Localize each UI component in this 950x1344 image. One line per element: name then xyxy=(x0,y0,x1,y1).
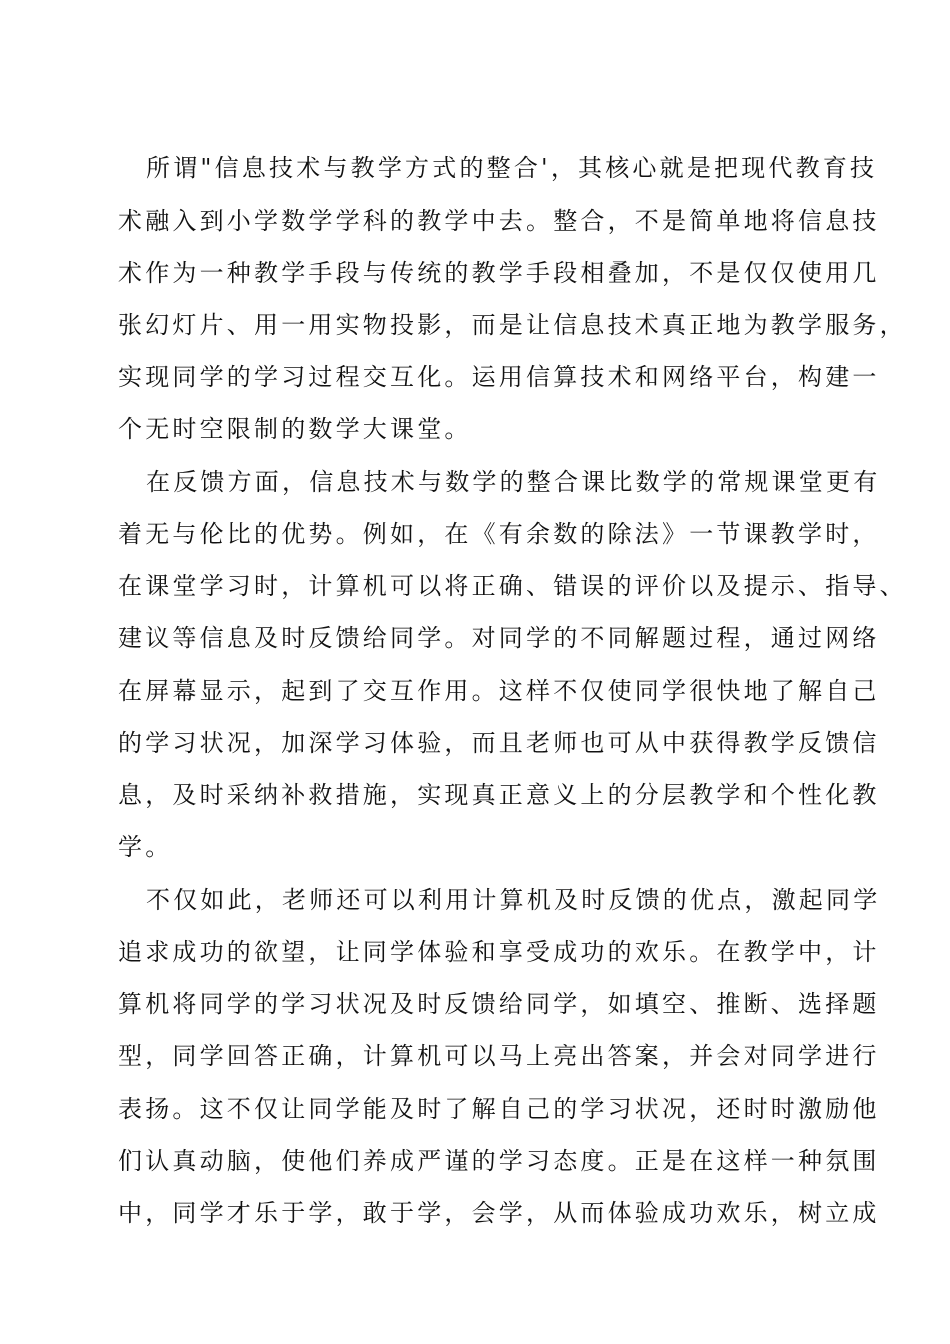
paragraph-2-line-3: 在课堂学习时，计算机可以将正确、错误的评价以及提示、指导、 xyxy=(118,572,907,600)
paragraph-1-line-5: 实现同学的学习过程交互化。运用信算技术和网络平台，构建一 xyxy=(118,363,880,391)
paragraph-2-line-7: 息，及时采纳补救措施，实现真正意义上的分层教学和个性化教 xyxy=(118,781,880,809)
paragraph-3-line-2: 追求成功的欲望，让同学体验和享受成功的欢乐。在教学中，计 xyxy=(118,938,880,966)
paragraph-1-line-2: 术融入到小学数学学科的教学中去。整合，不是简单地将信息技 xyxy=(118,207,880,235)
paragraph-2-line-2: 着无与伦比的优势。例如，在《有余数的除法》一节课教学时， xyxy=(118,520,880,548)
paragraph-3-line-6: 们认真动脑，使他们养成严谨的学习态度。正是在这样一种氛围 xyxy=(118,1147,880,1175)
paragraph-1-line-3: 术作为一种教学手段与传统的教学手段相叠加，不是仅仅使用几 xyxy=(118,259,880,287)
paragraph-2-line-8: 学。 xyxy=(118,833,173,861)
paragraph-3-line-7: 中，同学才乐于学，敢于学，会学，从而体验成功欢乐，树立成 xyxy=(118,1199,880,1227)
paragraph-2-line-5: 在屏幕显示，起到了交互作用。这样不仅使同学很快地了解自己 xyxy=(118,677,880,705)
paragraph-1-line-1: 所谓"信息技术与教学方式的整合'，其核心就是把现代教育技 xyxy=(146,154,878,182)
paragraph-1-line-6: 个无时空限制的数学大课堂。 xyxy=(118,415,472,443)
paragraph-2-line-6: 的学习状况，加深学习体验，而且老师也可从中获得教学反馈信 xyxy=(118,729,880,757)
paragraph-3-line-1: 不仅如此，老师还可以利用计算机及时反馈的优点，激起同学 xyxy=(146,886,881,914)
paragraph-3-line-5: 表扬。这不仅让同学能及时了解自己的学习状况，还时时激励他 xyxy=(118,1095,880,1123)
paragraph-2-line-1: 在反馈方面，信息技术与数学的整合课比数学的常规课堂更有 xyxy=(146,468,881,496)
paragraph-3-line-4: 型，同学回答正确，计算机可以马上亮出答案，并会对同学进行 xyxy=(118,1042,880,1070)
paragraph-2-line-4: 建议等信息及时反馈给同学。对同学的不同解题过程，通过网络 xyxy=(118,624,880,652)
paragraph-3-line-3: 算机将同学的学习状况及时反馈给同学，如填空、推断、选择题 xyxy=(118,990,880,1018)
paragraph-1-line-4: 张幻灯片、用一用实物投影，而是让信息技术真正地为教学服务， xyxy=(118,311,907,339)
